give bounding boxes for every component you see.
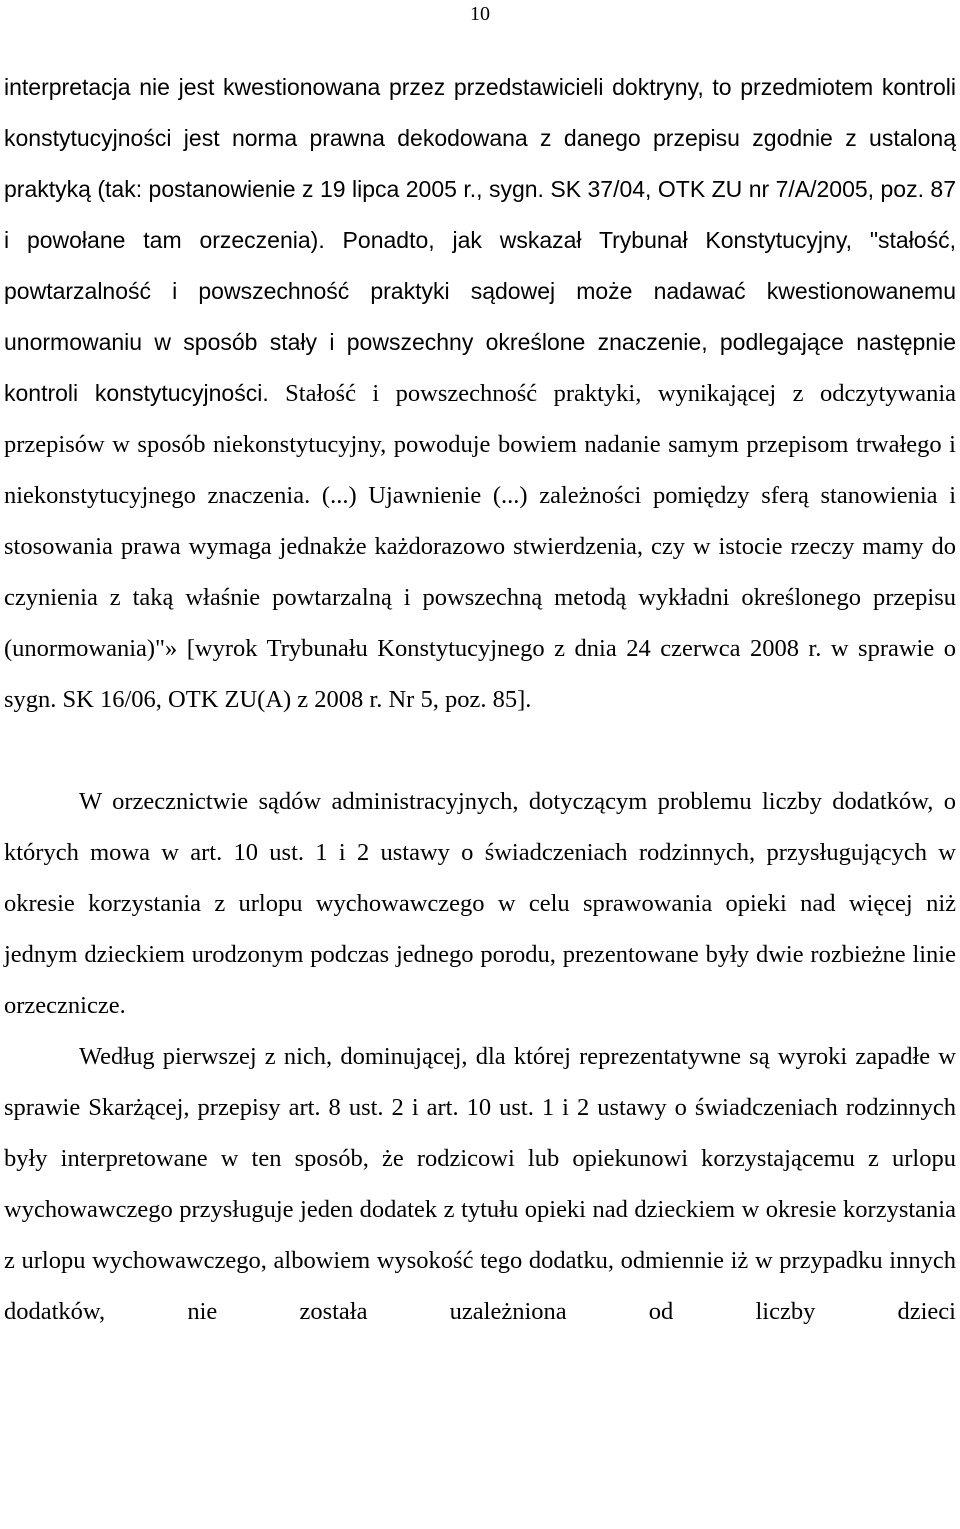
- paragraph-gap: [4, 725, 956, 776]
- paragraph-case-law: [4, 776, 956, 1031]
- paragraph-case-law-text: W orzecznictwie sądów administracyjnych, dotyczącym problemu liczby dodatków, o których mowa w art. 10 ust. 1 i 2 ustawy o świadczeniach rodzinnych, przysługujących w okresie korzystania z urlopu wychowawczego w celu sprawowania opieki nad więcej niż jednym dzieckiem urodzonym podczas jednego porodu, prezentowane były dwie rozbieżne linie orzecznicze.: [4, 788, 956, 1019]
- page-number: 10: [470, 3, 490, 25]
- paragraph-quote-serif-part: Stałość i powszechność praktyki, wynikającej z odczytywania przepisów w sposób niekonstytucyjny, powoduje bowiem nadanie samym przepisom trwałego i niekonstytucyjnego znaczenia. (...) Ujawnienie (...) zależności pomiędzy sferą stanowienia i stosowania prawa wymaga jednakże każdorazowo stwierdzenia, czy w istocie rzeczy mamy do czynienia z taką właśnie powtarzalną i powszechną metodą wykładni określonego przepisu (unormowania)"» [wyrok Trybunału Konstytucyjnego z dnia 24 czerwca 2008 r. w sprawie o sygn. SK 16/06, OTK ZU(A) z 2008 r. Nr 5, poz. 85].: [4, 380, 956, 713]
- paragraph-first-line-text: Według pierwszej z nich, dominującej, dla której reprezentatywne są wyroki zapadłe w sprawie Skarżącej, przepisy art. 8 ust. 2 i art. 10 ust. 1 i 2 ustawy o świadczeniach rodzinnych były interpretowane w ten sposób, że rodzicowi lub opiekunowi korzystającemu z urlopu wychowawczego przysługuje jeden dodatek z tytułu opieki nad dzieckiem w okresie korzystania z urlopu wychowawczego, albowiem wysokość tego dodatku, odmiennie iż w przypadku innych dodatków, nie została uzależniona od liczby dzieci: [4, 1043, 956, 1325]
- paragraph-quote: [4, 62, 956, 725]
- document-body: [4, 62, 956, 1337]
- paragraph-quote-sans-part: interpretacja nie jest kwestionowana przez przedstawicieli doktryny, to przedmiotem kontroli konstytucyjności jest norma prawna dekodowana z danego przepisu zgodnie z ustaloną praktyką (tak: postanowienie z 19 lipca 2005 r., sygn. SK 37/04, OTK ZU nr 7/A/2005, poz. 87 i powołane tam orzeczenia). Ponadto, jak wskazał Trybunał Konstytucyjny, "stałość, powtarzalność i powszechność praktyki sądowej może nadawać kwestionowanemu unormowaniu w sposób stały i powszechny określone znaczenie, podlegające następnie kontroli konstytucyjności.: [4, 74, 956, 406]
- paragraph-first-line: [4, 1031, 956, 1337]
